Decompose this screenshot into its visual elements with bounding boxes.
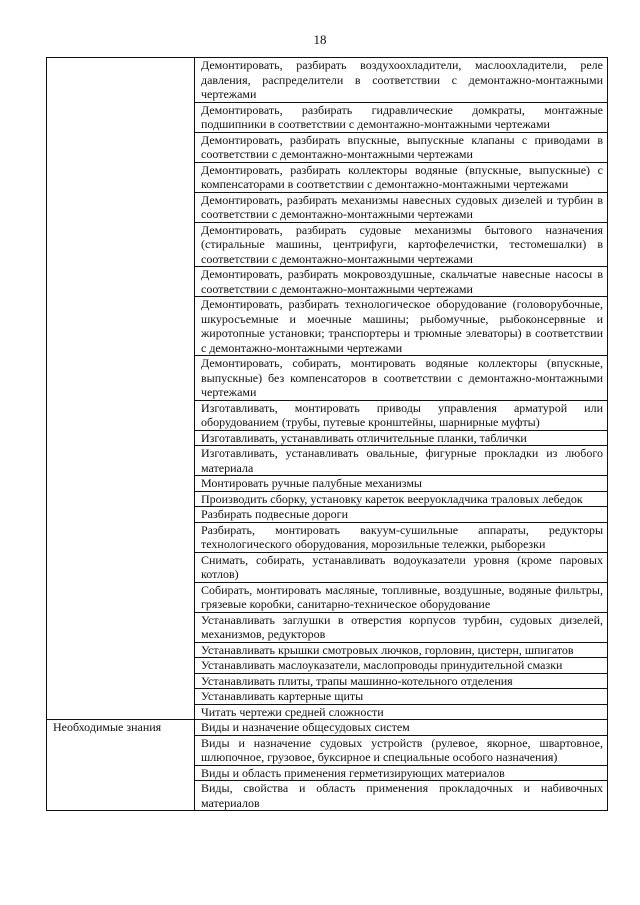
requirement-text-cell: Устанавливать маслоуказатели, маслопроводы принудительной смазки — [195, 658, 608, 674]
requirement-text-cell: Устанавливать крышки смотровых лючков, горловин, цистерн, шпигатов — [195, 642, 608, 658]
requirement-text-cell: Производить сборку, установку кареток вееруокладчика траловых лебедок — [195, 491, 608, 507]
table-row — [47, 720, 608, 736]
section-label-cell: Необходимые знания — [47, 720, 195, 811]
requirement-text-cell: Разбирать, монтировать вакуум-сушильные аппараты, редукторы технологического оборудования, морозильные тележки, рыборезки — [195, 522, 608, 552]
requirement-text-cell: Снимать, собирать, устанавливать водоуказатели уровня (кроме паровых котлов) — [195, 552, 608, 582]
requirement-text-cell: Демонтировать, разбирать мокровоздушные, скальчатые навесные насосы в соответствии с демонтажно-монтажными чертежами — [195, 267, 608, 297]
requirement-text-cell: Изготавливать, устанавливать отличительные планки, таблички — [195, 430, 608, 446]
requirement-text-cell: Виды, свойства и область применения прокладочных и набивочных материалов — [195, 781, 608, 811]
requirement-text-cell: Демонтировать, собирать, монтировать водяные коллекторы (впускные, выпускные) без компенсаторов в соответствии с демонтажно-монтажными чертежами — [195, 356, 608, 401]
requirement-text-cell: Демонтировать, разбирать механизмы навесных судовых дизелей и турбин в соответствии с демонтажно-монтажными чертежами — [195, 192, 608, 222]
requirement-text-cell: Демонтировать, разбирать коллекторы водяные (впускные, выпускные) с компенсаторами в соответствии с демонтажно-монтажными чертежами — [195, 162, 608, 192]
requirement-text-cell: Демонтировать, разбирать технологическое оборудование (головорубочные, шкуросъемные и моечные машины; рыбомучные, рыбоконсервные и жиротопные установки; транспортеры и трюмные элеваторы) в соответствии с демонтажно-монтажными чертежами — [195, 297, 608, 356]
requirement-text-cell: Устанавливать плиты, трапы машинно-котельного отделения — [195, 673, 608, 689]
requirement-text-cell: Читать чертежи средней сложности — [195, 704, 608, 720]
requirements-table — [46, 57, 608, 811]
requirement-text-cell: Демонтировать, разбирать гидравлические домкраты, монтажные подшипники в соответствии с демонтажно-монтажными чертежами — [195, 102, 608, 132]
requirement-text-cell: Устанавливать картерные щиты — [195, 689, 608, 705]
requirement-text-cell: Виды и назначение общесудовых систем — [195, 720, 608, 736]
requirement-text-cell: Монтировать ручные палубные механизмы — [195, 476, 608, 492]
requirements-table-body — [47, 58, 608, 811]
requirement-text-cell: Демонтировать, разбирать впускные, выпускные клапаны с приводами в соответствии с демонтажно-монтажными чертежами — [195, 132, 608, 162]
requirement-text-cell: Изготавливать, монтировать приводы управления арматурой или оборудованием (трубы, путевые кронштейны, шарнирные муфты) — [195, 400, 608, 430]
requirement-text-cell: Изготавливать, устанавливать овальные, фигурные прокладки из любого материала — [195, 446, 608, 476]
section-label-cell — [47, 58, 195, 720]
requirement-text-cell: Разбирать подвесные дороги — [195, 507, 608, 523]
requirement-text-cell: Виды и назначение судовых устройств (рулевое, якорное, швартовное, шлюпочное, грузовое, буксирное и специальные особого назначения) — [195, 735, 608, 765]
requirement-text-cell: Виды и область применения герметизирующих материалов — [195, 765, 608, 781]
table-row — [47, 58, 608, 103]
requirement-text-cell: Демонтировать, разбирать воздухоохладители, маслоохладители, реле давления, распределители в соответствии с демонтажно-монтажными чертежами — [195, 58, 608, 103]
requirement-text-cell: Собирать, монтировать масляные, топливные, воздушные, водяные фильтры, грязевые коробки, санитарно-техническое оборудование — [195, 582, 608, 612]
requirement-text-cell: Устанавливать заглушки в отверстия корпусов турбин, судовых дизелей, механизмов, редукторов — [195, 612, 608, 642]
requirement-text-cell: Демонтировать, разбирать судовые механизмы бытового назначения (стиральные машины, центрифуги, картофелечистки, тестомешалки) в соответствии с демонтажно-монтажными чертежами — [195, 222, 608, 267]
page-number: 18 — [313, 32, 327, 47]
